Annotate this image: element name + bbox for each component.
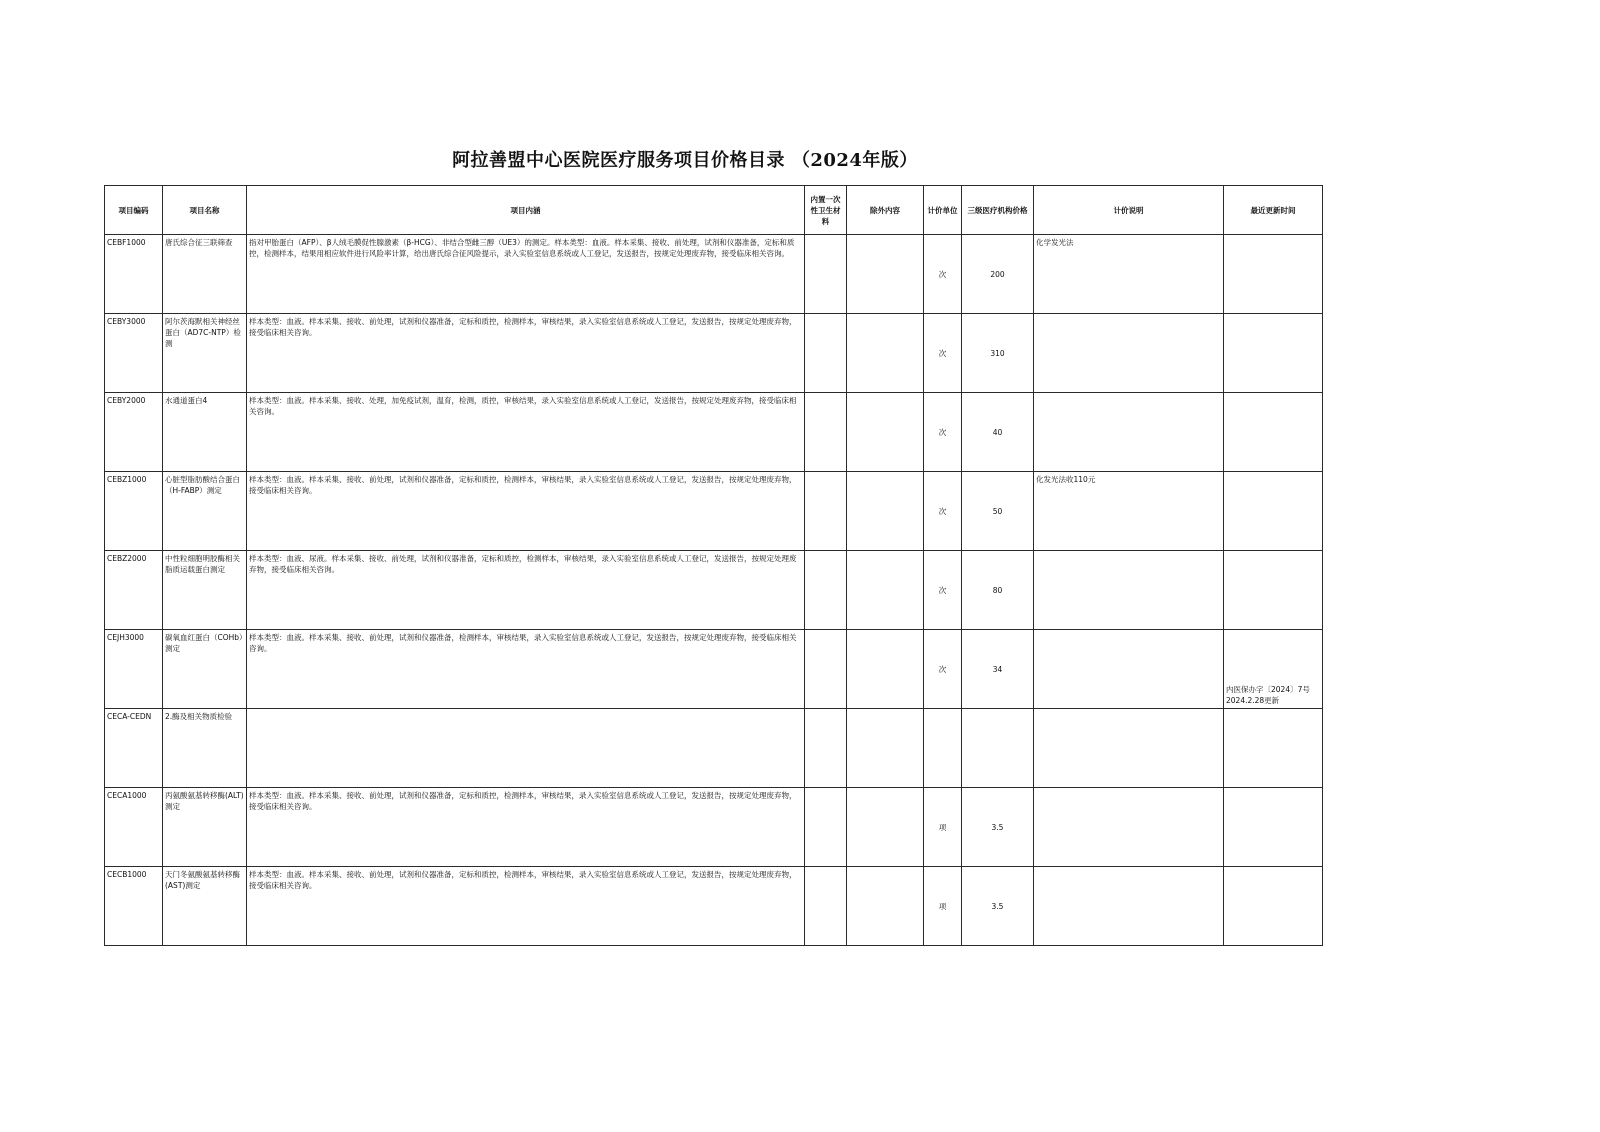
table-row [105, 709, 1323, 788]
item-name: 唐氏综合征三联筛查 [163, 235, 247, 314]
item-excluded [847, 472, 924, 551]
item-unit [924, 709, 962, 788]
table-row [105, 630, 1323, 709]
item-price: 310 [962, 314, 1034, 393]
item-material [805, 709, 847, 788]
item-unit: 次 [924, 472, 962, 551]
item-excluded [847, 630, 924, 709]
item-code: CEBY2000 [105, 393, 163, 472]
item-name: 水通道蛋白4 [163, 393, 247, 472]
item-price [962, 709, 1034, 788]
item-price: 34 [962, 630, 1034, 709]
item-content: 样本类型：血液。样本采集、接收、前处理，试剂和仪器准备，定标和质控，检测样本，审核结果，录入实验室信息系统或人工登记，发送报告，按规定处理废弃物，接受临床相关咨询。 [247, 472, 805, 551]
item-name: 阿尔茨海默相关神经丝蛋白（AD7C-NTP）检测 [163, 314, 247, 393]
item-updated [1224, 393, 1323, 472]
item-content: 样本类型：血液。样本采集、接收、前处理，试剂和仪器准备，定标和质控，检测样本，审核结果，录入实验室信息系统或人工登记，发送报告，按规定处理废弃物，接受临床相关咨询。 [247, 867, 805, 946]
item-excluded [847, 709, 924, 788]
item-excluded [847, 551, 924, 630]
item-material [805, 551, 847, 630]
header-note: 计价说明 [1034, 186, 1224, 235]
table-row [105, 867, 1323, 946]
item-code: CEBZ1000 [105, 472, 163, 551]
item-note [1034, 630, 1224, 709]
item-unit: 次 [924, 314, 962, 393]
item-updated [1224, 235, 1323, 314]
table-row [105, 472, 1323, 551]
header-excluded: 除外内容 [847, 186, 924, 235]
item-name: 天门冬氨酸氨基转移酶(AST)测定 [163, 867, 247, 946]
item-code: CEBZ2000 [105, 551, 163, 630]
item-material [805, 630, 847, 709]
item-name: 2.酶及相关物质检验 [163, 709, 247, 788]
item-content: 样本类型：血液。样本采集、接收、前处理，试剂和仪器准备，定标和质控，检测样本，审核结果，录入实验室信息系统或人工登记，发送报告，按规定处理废弃物，接受临床相关咨询。 [247, 314, 805, 393]
item-note [1034, 709, 1224, 788]
item-updated [1224, 551, 1323, 630]
item-note [1034, 788, 1224, 867]
item-updated [1224, 472, 1323, 551]
item-material [805, 472, 847, 551]
item-updated: 内医保办字〔2024〕7号 2024.2.28更新 [1224, 630, 1323, 709]
item-note [1034, 867, 1224, 946]
header-unit: 计价单位 [924, 186, 962, 235]
item-excluded [847, 788, 924, 867]
item-material [805, 867, 847, 946]
item-price: 40 [962, 393, 1034, 472]
item-material [805, 314, 847, 393]
item-content: 样本类型：血液。样本采集、接收、前处理，试剂和仪器准备，检测样本，审核结果，录入实验室信息系统或人工登记，发送报告，按规定处理废弃物，接受临床相关咨询。 [247, 630, 805, 709]
item-name: 碳氧血红蛋白（COHb）测定 [163, 630, 247, 709]
item-updated [1224, 314, 1323, 393]
item-code: CECA1000 [105, 788, 163, 867]
item-note: 化发光法收110元 [1034, 472, 1224, 551]
item-code: CECA-CEDN [105, 709, 163, 788]
table-row [105, 314, 1323, 393]
header-updated: 最近更新时间 [1224, 186, 1323, 235]
item-excluded [847, 867, 924, 946]
item-note [1034, 551, 1224, 630]
header-material: 内置一次性卫生材料 [805, 186, 847, 235]
item-price: 3.5 [962, 788, 1034, 867]
item-code: CEJH3000 [105, 630, 163, 709]
table-row [105, 235, 1323, 314]
item-content: 样本类型：血液。样本采集、接收、前处理，试剂和仪器准备，定标和质控，检测样本，审核结果，录入实验室信息系统或人工登记，发送报告，按规定处理废弃物，接受临床相关咨询。 [247, 788, 805, 867]
table-row [105, 393, 1323, 472]
table-row [105, 788, 1323, 867]
item-price: 200 [962, 235, 1034, 314]
item-unit: 次 [924, 393, 962, 472]
item-material [805, 393, 847, 472]
table-row [105, 551, 1323, 630]
item-code: CEBF1000 [105, 235, 163, 314]
item-name: 中性粒细胞明胶酶相关脂质运载蛋白测定 [163, 551, 247, 630]
item-material [805, 788, 847, 867]
item-code: CEBY3000 [105, 314, 163, 393]
item-name: 丙氨酸氨基转移酶(ALT)测定 [163, 788, 247, 867]
item-name: 心脏型脂肪酸结合蛋白（H-FABP）测定 [163, 472, 247, 551]
header-code: 项目编码 [105, 186, 163, 235]
item-price: 80 [962, 551, 1034, 630]
item-updated [1224, 788, 1323, 867]
header-price: 三级医疗机构价格 [962, 186, 1034, 235]
item-price: 50 [962, 472, 1034, 551]
item-material [805, 235, 847, 314]
item-updated [1224, 867, 1323, 946]
item-unit: 项 [924, 867, 962, 946]
item-excluded [847, 314, 924, 393]
item-unit: 项 [924, 788, 962, 867]
header-content: 项目内涵 [247, 186, 805, 235]
item-unit: 次 [924, 235, 962, 314]
item-excluded [847, 235, 924, 314]
page-title: 阿拉善盟中心医院医疗服务项目价格目录 （2024年版） [452, 150, 918, 171]
item-content [247, 709, 805, 788]
item-unit: 次 [924, 551, 962, 630]
item-price: 3.5 [962, 867, 1034, 946]
item-updated [1224, 709, 1323, 788]
item-content: 样本类型：血液。样本采集、接收、处理，加免疫试剂，温育，检测，质控，审核结果，录入实验室信息系统或人工登记，发送报告，按规定处理废弃物，接受临床相关咨询。 [247, 393, 805, 472]
price-table [104, 185, 1323, 946]
item-code: CECB1000 [105, 867, 163, 946]
item-note [1034, 393, 1224, 472]
table-header-row [105, 186, 1323, 235]
item-content: 样本类型：血液、尿液。样本采集、接收、前处理，试剂和仪器准备，定标和质控，检测样本，审核结果，录入实验室信息系统或人工登记，发送报告，按规定处理废弃物，接受临床相关咨询。 [247, 551, 805, 630]
header-name: 项目名称 [163, 186, 247, 235]
item-content: 指对甲胎蛋白（AFP）、β人绒毛膜促性腺激素（β-HCG）、非结合型雌三醇（UE3）的测定。样本类型：血液。样本采集、接收、前处理，试剂和仪器准备，定标和质控，检测样本，结果用相应软件进行风险率计算，给出唐氏综合征风险提示，录入实验室信息系统或人工登记，发送报告，按规定处理废弃物，接受临床相关咨询。 [247, 235, 805, 314]
item-note: 化学发光法 [1034, 235, 1224, 314]
item-unit: 次 [924, 630, 962, 709]
item-note [1034, 314, 1224, 393]
item-excluded [847, 393, 924, 472]
